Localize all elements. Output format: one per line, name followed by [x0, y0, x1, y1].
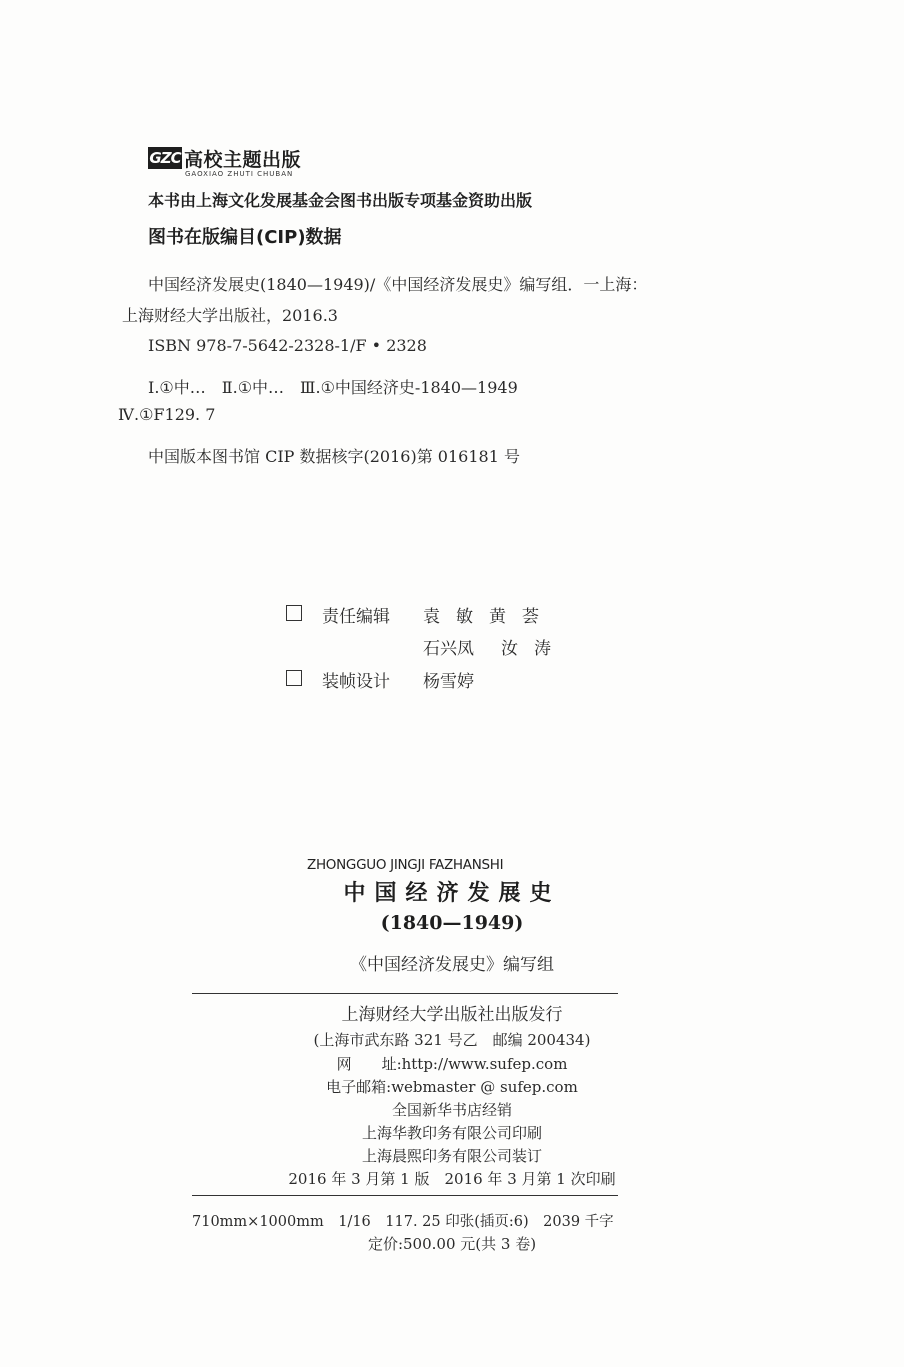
design-label: 装帧设计 [322, 672, 390, 692]
publisher-website: 网 址:http://www.sufep.com [336, 1055, 568, 1073]
price: 定价:500.00 元(共 3 卷) [367, 1235, 537, 1253]
editors-row-2 [423, 634, 551, 659]
publisher: 上海财经大学出版社出版发行 [341, 1005, 563, 1025]
book-years: (1840—1949) [380, 912, 524, 934]
book-title-pinyin: ZHONGGUO JINGJI FAZHANSHI [307, 857, 504, 873]
cip-line-1: 中国经济发展史(1840—1949)/《中国经济发展史》编写组．一上海： [148, 275, 648, 294]
editor-name: 袁 [423, 607, 440, 627]
divider [192, 993, 618, 994]
logo-subtitle: GAOXIAO ZHUTI CHUBAN [185, 170, 294, 178]
cip-classification-2: Ⅳ.①F129. 7 [118, 405, 216, 424]
cip-line-2: 上海财经大学出版社，2016.3 [122, 306, 338, 325]
logo-title: 高校主题出版 [184, 149, 302, 171]
editor-name: 荟 [522, 607, 539, 627]
editor-name: 黄 [489, 607, 506, 627]
editor-name: 石兴凤 [423, 639, 474, 659]
cip-heading: 图书在版编目(CIP)数据 [148, 227, 342, 248]
checkbox-square-icon [286, 605, 302, 624]
cip-isbn: ISBN 978-7-5642-2328-1/F • 2328 [148, 336, 427, 355]
sponsor-note: 本书由上海文化发展基金会图书出版专项基金资助出版 [148, 191, 533, 210]
publisher-email: 电子邮箱:webmaster @ sufep.com [326, 1078, 578, 1096]
book-title: 中国经济发展史 [343, 881, 561, 906]
printer: 上海华教印务有限公司印刷 [361, 1124, 542, 1142]
distributor: 全国新华书店经销 [391, 1101, 512, 1119]
format-specs: 710mm×1000mm 1/16 117. 25 印张(插页:6) 2039 千字 [192, 1214, 614, 1230]
publisher-logo [148, 145, 308, 181]
checkbox-square-icon [286, 670, 302, 689]
edition-info: 2016 年 3 月第 1 版 2016 年 3 月第 1 次印刷 [288, 1170, 616, 1188]
gzc-logo-mark: GZC [149, 149, 181, 167]
cip-record-number: 中国版本图书馆 CIP 数据核字(2016)第 016181 号 [148, 447, 520, 466]
editor-name: 敏 [456, 607, 473, 627]
cip-classification-1: Ⅰ.①中… Ⅱ.①中… Ⅲ.①中国经济史-1840—1949 [148, 378, 518, 397]
book-author: 《中国经济发展史》编写组 [350, 955, 554, 975]
divider [192, 1195, 618, 1196]
designer-name: 杨雪婷 [423, 672, 474, 692]
editors-label: 责任编辑 [322, 607, 390, 627]
binder: 上海晨熙印务有限公司装订 [361, 1147, 542, 1165]
publisher-address: (上海市武东路 321 号乙 邮编 200434) [313, 1031, 591, 1049]
editors-row-1 [423, 602, 555, 627]
editor-name: 涛 [534, 639, 551, 659]
editor-name: 汝 [501, 639, 518, 659]
